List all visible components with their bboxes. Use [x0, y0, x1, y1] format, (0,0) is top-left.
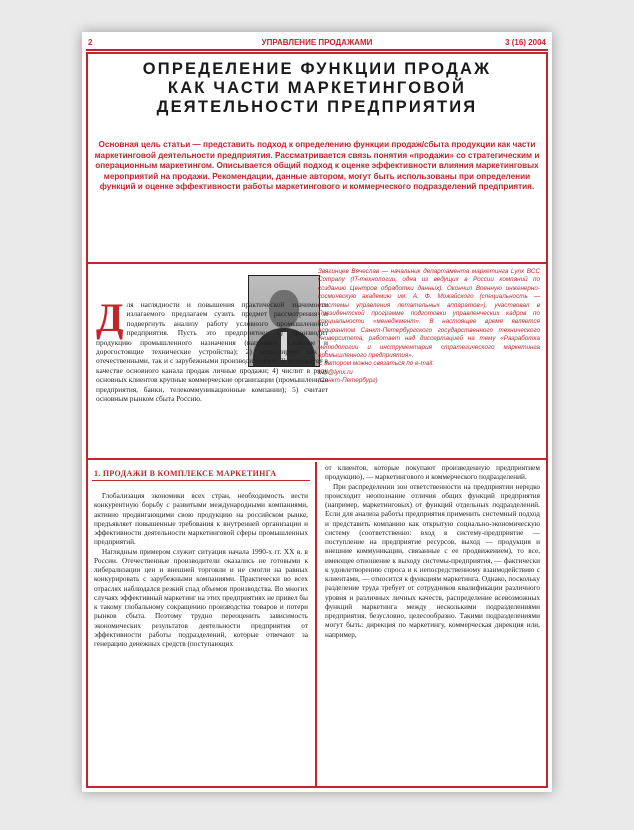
- title-line-3: ДЕЯТЕЛЬНОСТИ ПРЕДПРИЯТИЯ: [156, 98, 478, 116]
- issue-number: 3 (16) 2004: [505, 38, 546, 47]
- col1-paragraph: Наглядным примером служит ситуация начала 1990-х гг. XX в. в России. Отечественные производители оказались не готовыми к либерализации цен и внешней торговли и не смогли на равных конкурировать с зарубежными компаниями. Практически во всех отраслях наблюдался резкий спад объемов производства. Во многих случаях эффективный маркетинг на этих предприятиях не привел бы к такому глобальному сокращению производства товаров и потери рынков сбыта. Поэтому трудно переоценить зависимость экономических результатов деятельности предприятия от эффективности работы подразделений, которые отвечают за генерацию денежных средств (поступающих: [94, 547, 308, 648]
- author-email[interactable]: zvb@lynx.ru: [318, 368, 353, 376]
- body-column-right: [325, 464, 540, 640]
- section-heading: 1. ПРОДАЖИ В КОМПЛЕКСЕ МАРКЕТИНГА: [94, 469, 277, 478]
- title-line-1: ОПРЕДЕЛЕНИЕ ФУНКЦИИ ПРОДАЖ: [142, 60, 492, 78]
- title-line-2: КАК ЧАСТИ МАРКЕТИНГОВОЙ: [167, 79, 467, 97]
- section-rule: [92, 480, 310, 481]
- page-number: 2: [88, 38, 93, 47]
- article-abstract: Основная цель статьи — представить подход к определению функции продаж/сбыта продукции как части маркетинговой деятельности предприятия. Рассматривается связь понятия «продажи» со стратегическим и операционным маркетингом. Описывается общий подход к оценке эффективности влияния маркетинговых мероприятий на продажи. Рекомендации, данные автором, могут быть использованы при определении функций и оценке эффективности работы маркетингового и коммерческого подразделений предприятия.: [94, 140, 540, 192]
- col2-paragraph: от клиентов, которые покупают произведенную предприятием продукцию), — маркетингового и коммерческого подразделений.: [325, 464, 540, 482]
- intro-text: ля наглядности и повышения практической значимости излагаемого предлагаем сузить предмет рассмотрения и подвергнуть анализу работу условного промышленного предприятия. Пусть это предприятие: 1) производит продукцию промышленного назначения (например, сложные и дорогостоящие технические устройства); 2) конкурирует как с отечественными, так и с зарубежными производителями; 3) использует в качестве основного канала продаж личные продажи; 4) числит в ряду основных клиентов крупные коммерческие организации (промышленные предприятия, банки, телекоммуникационные компании); 5) считает основным рынком сбыта Россию.: [96, 300, 328, 404]
- section-name: УПРАВЛЕНИЕ ПРОДАЖАМИ: [261, 38, 373, 47]
- col2-paragraph: При распределении зон ответственности на предприятии нередко происходит неопознание отличия общих функций предприятия (например, маркетинговых) от функций отдельных подразделений. Если для анализа работы предприятия применить системный подход и представить компанию как открытую социально-экономическую систему (соответственно: вход в систему-предприятие — поступление на предприятие ресурсов, выход — продукция и внешние коммуникации, связанные с ее продвижением), то все, имеющее отношение к выходу системы-предприятия, — фактически к удовлетворению спроса и к непосредственному взаимодействию с клиентами, — относится к функциям маркетинга. Однако, поскольку разделение труда требует от сотрудников квалификации различного уровня и различных личных качеств, распределение всевозможных функций маркетинга между несколькими подразделениями предприятия, безусловно, целесообразно. Такими подразделениями могут быть: дирекция по маркетингу, коммерческая дирекция или, например,: [325, 482, 540, 639]
- author-bio-text: Звягинцев Вячеслав — начальник департамента маркетинга Lynx BCC Company (IT-технологии, одна из ведущих в России компаний по созданию Центров обработки данных). Окончил Военную инженерно-космическую академию им. А. Ф. Можайского (специальность — «системы управления летательных аппаратов»), участвовал в Президентской программе подготовки управленческих кадров по специальности «менеджмент». В настоящее время является аспирантом Санкт-Петербургского государственного технического университета, работает над диссертацией на тему «Разработка методологии и инструментария стратегического маркетинга промышленного предприятия».: [318, 268, 540, 360]
- header-rule: [86, 49, 548, 51]
- contact-line: С автором можно связаться по e-mail:: [318, 360, 434, 368]
- drop-cap: Д: [96, 295, 124, 340]
- article-title: [94, 60, 540, 117]
- author-bio: [318, 268, 540, 386]
- author-city: (Санкт-Петербург): [318, 377, 378, 385]
- intro-paragraph: [96, 295, 328, 404]
- col1-paragraph: Глобализация экономики всех стран, необходимость вести конкурентную борьбу с развитыми международными компаниями, активно продвигающими свою продукцию на российском рынке, предъявляет повышенные требования к внутренней организации и эффективности деятельности маркетинговой сферы промышленных предприятий.: [94, 492, 308, 547]
- column-divider: [315, 462, 317, 787]
- magazine-page: [82, 32, 552, 792]
- body-column-left: [94, 492, 308, 649]
